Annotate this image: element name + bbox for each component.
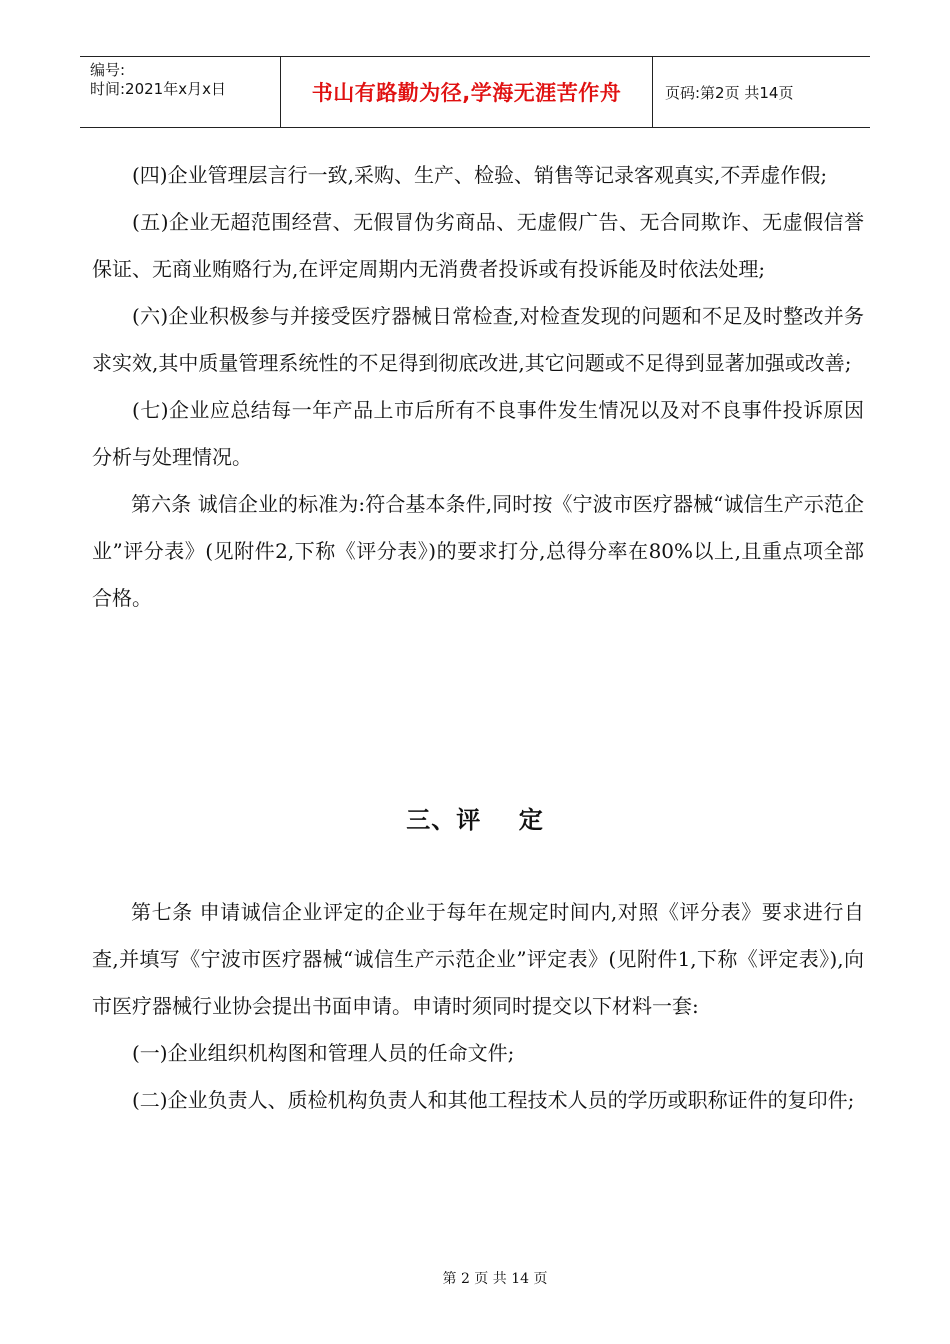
page-footer: 第 2 页 共 14 页 <box>442 1271 548 1287</box>
paragraph: (五)企业无超范围经营、无假冒伪劣商品、无虚假广告、无合同欺诈、无虚假信誉保证、无商业贿赂行为,在评定周期内无消费者投诉或有投诉能及时依法处理; <box>92 210 864 281</box>
page-label: 页码:第2页 共14页 <box>665 83 794 102</box>
section-title: 三、评 定 <box>406 805 544 834</box>
body-text-bottom <box>92 889 864 1124</box>
paragraph: (一)企业组织机构图和管理人员的任命文件; <box>132 1041 515 1065</box>
number-label: 编号: <box>90 61 126 79</box>
paragraph: (七)企业应总结每一年产品上市后所有不良事件发生情况以及对不良事件投诉原因分析与处理情况。 <box>92 398 864 469</box>
header-motto: 书山有路勤为径,学海无涯苦作舟 <box>311 81 622 105</box>
time-label: 时间:2021年x月x日 <box>90 80 226 98</box>
paragraph: (六)企业积极参与并接受医疗器械日常检查,对检查发现的问题和不足及时整改并务求实效,其中质量管理系统性的不足得到彻底改进,其它问题或不足得到显著加强或改善; <box>92 304 864 375</box>
article-paragraph: 第六条 诚信企业的标准为:符合基本条件,同时按《宁波市医疗器械“诚信生产示范企业”评分表》(见附件2,下称《评分表》)的要求打分,总得分率在80%以上,且重点项全部合格。 <box>92 492 864 610</box>
article-paragraph: 第七条 申请诚信企业评定的企业于每年在规定时间内,对照《评分表》要求进行自查,并填写《宁波市医疗器械“诚信生产示范企业”评定表》(见附件1,下称《评定表》),向市医疗器械行业协会提出书面申请。申请时须同时提交以下材料一套: <box>92 900 864 1018</box>
header-motto-cell <box>280 57 653 127</box>
header-page-cell <box>653 57 870 127</box>
body-text-top <box>92 152 864 622</box>
header-meta <box>80 57 280 127</box>
paragraph: (四)企业管理层言行一致,采购、生产、检验、销售等记录客观真实,不弄虚作假; <box>132 163 828 187</box>
paragraph: (二)企业负责人、质检机构负责人和其他工程技术人员的学历或职称证件的复印件; <box>132 1088 855 1112</box>
document-header <box>80 56 870 128</box>
